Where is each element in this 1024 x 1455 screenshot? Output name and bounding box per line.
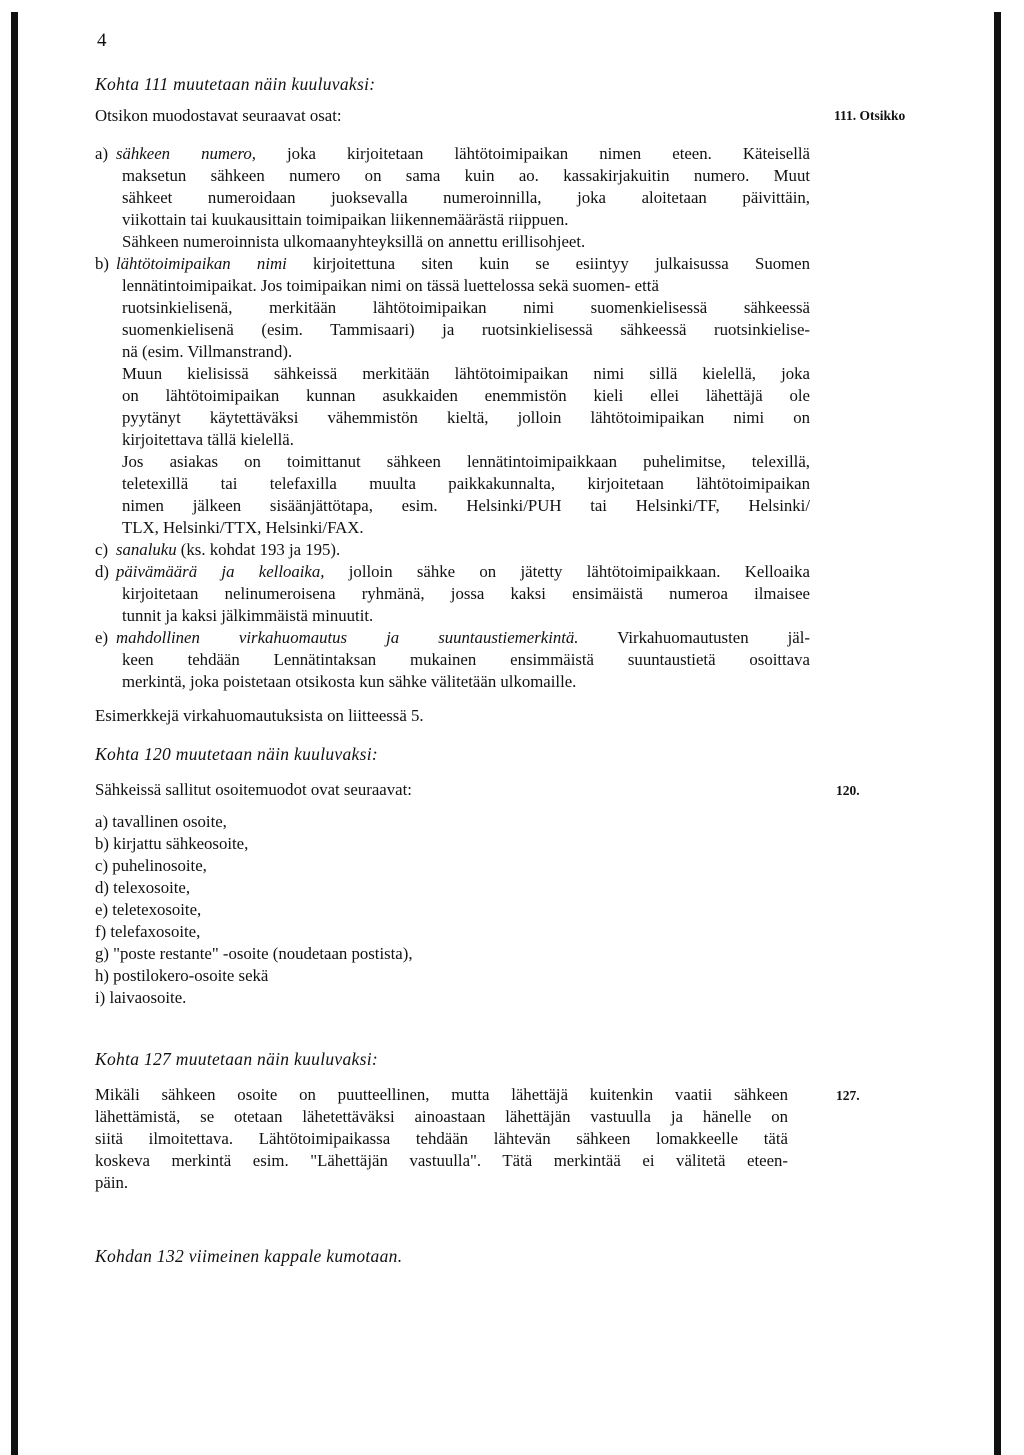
- item-label: d): [95, 562, 109, 581]
- item-term: sähkeen numero,: [116, 144, 256, 163]
- list-item: d) telexosoite,: [95, 878, 191, 897]
- list-item: f) telefaxosoite,: [95, 922, 201, 941]
- list-item: h) postilokero-osoite sekä: [95, 966, 269, 985]
- section-heading-120: Kohta 120 muutetaan näin kuuluvaksi:: [95, 744, 378, 764]
- item-text-line: maksetun sähkeen numero on sama kuin ao. kassakirjakuitin numero. Muut: [122, 166, 810, 185]
- list-item: i) laivaosoite.: [95, 988, 187, 1007]
- page-number: 4: [97, 30, 107, 51]
- list-item-e: [95, 627, 810, 649]
- section-intro-120: Sähkeissä sallitut osoitemuodot ovat seuraavat:: [95, 780, 412, 799]
- list-item: a) tavallinen osoite,: [95, 812, 227, 831]
- item-text-line: kirjoitetaan nelinumeroisena ryhmänä, jossa kaksi ensimäistä numeroa ilmaisee: [122, 584, 810, 603]
- paragraph-line: Mikäli sähkeen osoite on puutteellinen, mutta lähettäjä kuitenkin vaatii sähkeen: [95, 1085, 788, 1104]
- scan-border-left: [11, 12, 18, 1455]
- list-item-d: [95, 561, 810, 583]
- item-text-line: nä (esim. Villmanstrand).: [122, 342, 293, 361]
- item-text: kirjoitettuna siten kuin se esiintyy julkaisussa Suomen: [286, 254, 810, 273]
- section-heading-111: Kohta 111 muutetaan näin kuuluvaksi:: [95, 74, 376, 94]
- section-heading-127: Kohta 127 muutetaan näin kuuluvaksi:: [95, 1049, 378, 1069]
- item-text: (ks. kohdat 193 ja 195).: [176, 540, 341, 559]
- item-text-line: keen tehdään Lennätintaksan mukainen ensimmäistä suuntaustietä osoittava: [122, 650, 810, 669]
- item-text-line: viikottain tai kuukausittain toimipaikan liikennemäärästä riippuen.: [122, 210, 569, 229]
- item-text-line: kirjoitettava tällä kielellä.: [122, 430, 294, 449]
- list-item-a: [95, 143, 810, 165]
- item-text-line: tunnit ja kaksi jälkimmäistä minuutit.: [122, 606, 374, 625]
- margin-note-127: 127.: [836, 1088, 860, 1103]
- item-text-line: TLX, Helsinki/TTX, Helsinki/FAX.: [122, 518, 364, 537]
- item-label: e): [95, 628, 109, 647]
- scan-border-right: [994, 12, 1001, 1455]
- item-text: joka kirjoitetaan lähtötoimipaikan nimen eteen. Käteisellä: [255, 144, 810, 163]
- item-text-line: lennätintoimipaikat. Jos toimipaikan nimi on tässä luettelossa sekä suomen- että: [122, 276, 659, 295]
- item-text-line: nimen jälkeen sisäänjättötapa, esim. Helsinki/PUH tai Helsinki/TF, Helsinki/: [122, 496, 810, 515]
- paragraph-line: päin.: [95, 1173, 129, 1192]
- item-label: a): [95, 144, 109, 163]
- item-text-line: pyytänyt käytettäväksi vähemmistön kieltä, jolloin lähtötoimipaikan nimi on: [122, 408, 810, 427]
- item-text-line: suomenkielisenä (esim. Tammisaari) ja ruotsinkielisessä sähkeessä ruotsinkielise-: [122, 320, 810, 339]
- item-text-line: teletexillä tai telefaxilla muulta paikkakunnalta, kirjoitetaan lähtötoimipaikan: [122, 474, 810, 493]
- item-label: c): [95, 540, 109, 559]
- item-term: lähtötoimipaikan nimi: [116, 254, 287, 273]
- item-text-line: Jos asiakas on toimittanut sähkeen lennätintoimipaikkaan puhelimitse, telexillä,: [122, 452, 810, 471]
- list-item: b) kirjattu sähkeosoite,: [95, 834, 249, 853]
- section-intro-111: Otsikon muodostavat seuraavat osat:: [95, 106, 342, 125]
- item-text: Virkahuomautusten jäl-: [578, 628, 810, 647]
- item-text-line: Muun kielisissä sähkeissä merkitään lähtötoimipaikan nimi sillä kielellä, joka: [122, 364, 810, 383]
- paragraph-line: lähettämistä, se otetaan lähetettäväksi ainoastaan lähettäjän vastuulla ja hänelle on: [95, 1107, 788, 1126]
- list-item: g) "poste restante" -osoite (noudetaan postista),: [95, 944, 413, 963]
- item-text-line: merkintä, joka poistetaan otsikosta kun sähke välitetään ulkomaille.: [122, 672, 577, 691]
- item-term: päivämäärä ja kelloaika,: [116, 562, 325, 581]
- margin-note-111: 111. Otsikko: [834, 108, 906, 123]
- item-text-line: on lähtötoimipaikan kunnan asukkaiden enemmistön kieli ellei lähettäjä ole: [122, 386, 810, 405]
- list-item: c) puhelinosoite,: [95, 856, 207, 875]
- list-item-c: [95, 539, 340, 561]
- item-label: b): [95, 254, 109, 273]
- item-text-line: ruotsinkielisenä, merkitään lähtötoimipaikan nimi suomenkielisessä sähkeessä: [122, 298, 810, 317]
- item-term: mahdollinen virkahuomautus ja suuntaustiemerkintä.: [116, 628, 579, 647]
- item-text-line: sähkeet numeroidaan juoksevalla numeroinnilla, joka aloitetaan päivittäin,: [122, 188, 810, 207]
- item-text: jolloin sähke on jätetty lähtötoimipaikkaan. Kelloaika: [324, 562, 811, 581]
- section-heading-132: Kohdan 132 viimeinen kappale kumotaan.: [95, 1246, 403, 1266]
- paragraph-line: siitä ilmoitettava. Lähtötoimipaikassa tehdään lähtevän sähkeen lomakkeelle tätä: [95, 1129, 788, 1148]
- margin-note-120: 120.: [836, 783, 860, 798]
- item-text-line: Sähkeen numeroinnista ulkomaanyhteyksillä on annettu erillisohjeet.: [122, 232, 586, 251]
- list-item: e) teletexosoite,: [95, 900, 202, 919]
- paragraph-line: koskeva merkintä esim. "Lähettäjän vastuulla". Tätä merkintää ei välitetä eteen-: [95, 1151, 788, 1170]
- item-term: sanaluku: [116, 540, 177, 559]
- section-closing-111: Esimerkkejä virkahuomautuksista on liitteessä 5.: [95, 706, 424, 725]
- list-item-b: [95, 253, 810, 275]
